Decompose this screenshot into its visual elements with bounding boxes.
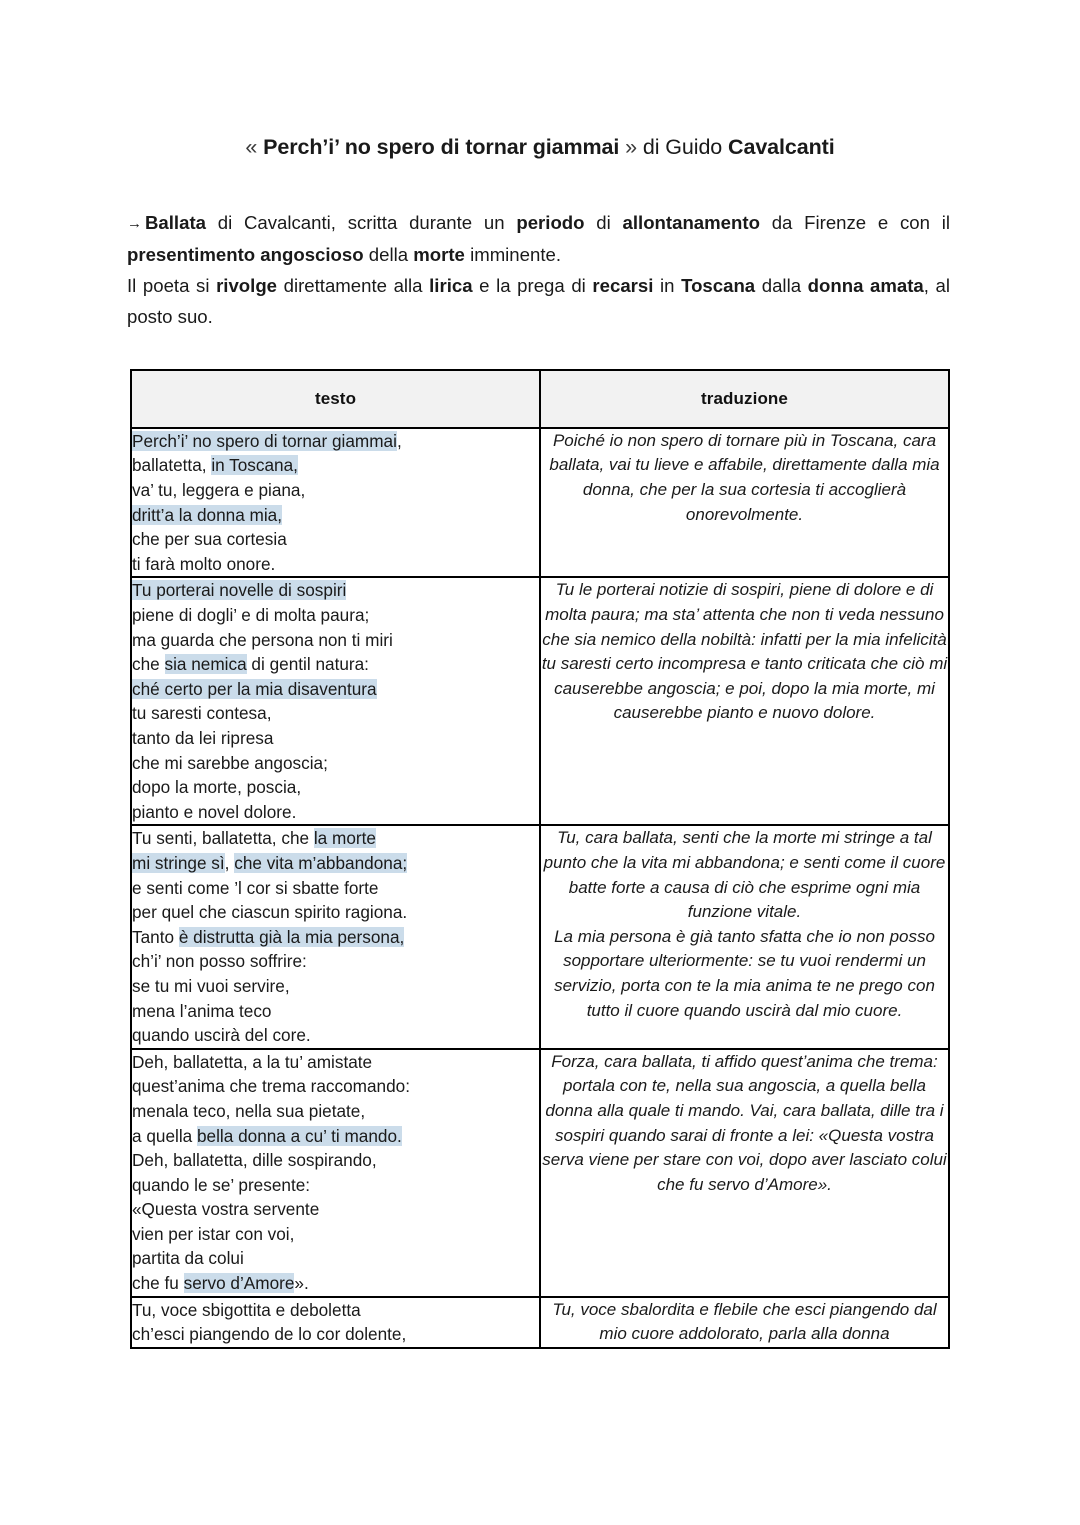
intro-text: direttamente alla bbox=[277, 274, 430, 296]
translation-paragraph: Poiché io non spero di tornare più in Toscana, cara ballata, vai tu lieve e affabile, direttamente dalla mia donna, che per la sua cortesia ti accoglierà onorevolmente. bbox=[549, 430, 940, 524]
poem-line bbox=[132, 453, 539, 478]
intro-emphasis: morte bbox=[413, 243, 465, 265]
poem-text: per quel che ciascun spirito ragiona. bbox=[132, 902, 408, 923]
highlighted-text: bella donna a cu’ ti mando. bbox=[196, 1125, 402, 1146]
poem-text: menala teco, nella sua pietate, bbox=[132, 1100, 366, 1121]
intro-emphasis: donna amata bbox=[807, 274, 924, 296]
poem-line bbox=[132, 1074, 539, 1099]
poem-line bbox=[132, 726, 539, 751]
poem-line bbox=[132, 1322, 539, 1347]
intro-emphasis: Toscana bbox=[681, 274, 756, 296]
translation-paragraph: Forza, cara ballata, ti affido quest’anima che trema: portala con te, nella sua angoscia, a quella bella donna alla quale ti mando. Vai, cara ballata, dille tra i sospiri quando sarai di fronte a lei: «Questa vostra serva viene per stare con voi, dopo aver lasciato colui che fu servo d’Amore». bbox=[542, 1051, 947, 1194]
poem-line bbox=[132, 775, 539, 800]
poem-text: Tanto bbox=[132, 926, 179, 947]
intro-emphasis: recarsi bbox=[592, 274, 654, 296]
poem-text: «Questa vostra servente bbox=[132, 1199, 320, 1220]
poem-line bbox=[132, 677, 539, 702]
poem-text: pianto e novel dolore. bbox=[132, 801, 297, 822]
poem-line bbox=[132, 999, 539, 1024]
poem-table-wrapper bbox=[0, 332, 1080, 1349]
poem-text: che per sua cortesia bbox=[132, 529, 287, 550]
table-row bbox=[131, 825, 949, 1048]
poem-text: Deh, ballatetta, a la tu’ amistate bbox=[132, 1051, 373, 1072]
poem-line bbox=[132, 478, 539, 503]
intro-text: in bbox=[653, 274, 682, 296]
intro-emphasis: rivolge bbox=[216, 274, 278, 296]
poem-line bbox=[132, 1298, 539, 1323]
table-row bbox=[131, 577, 949, 825]
poem-line bbox=[132, 552, 539, 577]
poem-text: ch’i’ non posso soffrire: bbox=[132, 951, 307, 972]
highlighted-text: dritt’a la donna mia, bbox=[132, 504, 282, 525]
poem-text: a quella bbox=[132, 1125, 197, 1146]
poem-text: ma guarda che persona non ti miri bbox=[132, 629, 393, 650]
cell-testo bbox=[131, 428, 540, 578]
poem-text: , bbox=[396, 430, 402, 451]
intro-emphasis: lirica bbox=[429, 274, 473, 296]
highlighted-text: servo d’Amore bbox=[183, 1273, 295, 1294]
title-close-guillemet: » bbox=[625, 135, 637, 159]
cell-testo bbox=[131, 1049, 540, 1297]
intro-paragraph-2 bbox=[127, 270, 950, 332]
title-poem-name: Perch’i’ no spero di tornar giammai bbox=[263, 135, 620, 159]
poem-text: quando le se’ presente: bbox=[132, 1174, 311, 1195]
highlighted-text: Perch’i’ no spero di tornar giammai bbox=[132, 430, 397, 451]
cell-traduzione bbox=[540, 1049, 949, 1297]
poem-line bbox=[132, 1099, 539, 1124]
poem-line bbox=[132, 1271, 539, 1296]
poem-text: che bbox=[132, 654, 165, 675]
poem-line bbox=[132, 578, 539, 603]
translation-paragraph: Tu, voce sbalordita e flebile che esci piangendo dal mio cuore addolorato, parla alla donna bbox=[552, 1299, 937, 1344]
column-header-testo: testo bbox=[131, 370, 540, 428]
cell-traduzione bbox=[540, 825, 949, 1048]
title-attribution: di Guido bbox=[637, 135, 729, 159]
poem-line bbox=[132, 1023, 539, 1048]
poem-line bbox=[132, 1197, 539, 1222]
poem-line bbox=[132, 628, 539, 653]
poem-text: dopo la morte, poscia, bbox=[132, 777, 302, 798]
cell-traduzione bbox=[540, 428, 949, 578]
poem-line bbox=[132, 800, 539, 825]
poem-text: , bbox=[224, 852, 235, 873]
poem-line bbox=[132, 1173, 539, 1198]
table-row bbox=[131, 1297, 949, 1348]
poem-line bbox=[132, 826, 539, 851]
poem-text: e senti come ’l cor si sbatte forte bbox=[132, 877, 379, 898]
poem-line bbox=[132, 900, 539, 925]
poem-text: mena l’anima teco bbox=[132, 1000, 272, 1021]
poem-line bbox=[132, 1148, 539, 1173]
poem-line bbox=[132, 751, 539, 776]
poem-text: piene di dogli’ e di molta paura; bbox=[132, 605, 370, 626]
poem-text: va’ tu, leggera e piana, bbox=[132, 480, 306, 501]
poem-line bbox=[132, 851, 539, 876]
highlighted-text: sia nemica bbox=[164, 654, 247, 675]
title-open-guillemet: « bbox=[245, 135, 258, 159]
cell-testo bbox=[131, 1297, 540, 1348]
poem-line bbox=[132, 603, 539, 628]
poem-line bbox=[132, 949, 539, 974]
poem-text: Tu, voce sbigottita e deboletta bbox=[132, 1299, 361, 1320]
highlighted-text: la morte bbox=[313, 828, 376, 849]
highlighted-text: è distrutta già la mia persona, bbox=[178, 926, 405, 947]
intro-emphasis: presentimento angoscioso bbox=[127, 243, 364, 265]
poem-text: tanto da lei ripresa bbox=[132, 728, 274, 748]
title-author: Cavalcanti bbox=[728, 135, 835, 159]
intro-emphasis: Ballata bbox=[145, 211, 206, 233]
poem-line bbox=[132, 925, 539, 950]
intro-text: da Firenze e con il bbox=[759, 211, 951, 233]
poem-line bbox=[132, 1050, 539, 1075]
poem-text: Deh, ballatetta, dille sospirando, bbox=[132, 1150, 377, 1171]
intro-text: imminente. bbox=[464, 243, 562, 265]
poem-text: di gentil natura: bbox=[246, 654, 369, 675]
poem-line bbox=[132, 429, 539, 454]
intro-emphasis: allontanamento bbox=[622, 211, 760, 233]
table-head bbox=[131, 370, 949, 428]
poem-table bbox=[130, 369, 950, 1349]
poem-text: quando uscirà del core. bbox=[132, 1025, 311, 1046]
translation-paragraph: La mia persona è già tanto sfatta che io non posso sopportare ulteriormente: se tu vuoi rendermi un servizio, porta con te la mia anima te ne prego con tutto il cuore quando uscirà dal mio cuore. bbox=[554, 926, 935, 1020]
highlighted-text: che vita m’abbandona; bbox=[234, 852, 408, 873]
intro-text: , al posto suo. bbox=[127, 274, 951, 327]
poem-line bbox=[132, 876, 539, 901]
poem-text: ti farà molto onore. bbox=[132, 553, 276, 574]
poem-line bbox=[132, 974, 539, 999]
poem-line bbox=[132, 1246, 539, 1271]
highlighted-text: in Toscana, bbox=[211, 455, 298, 476]
intro-text: dalla bbox=[755, 274, 808, 296]
cell-traduzione bbox=[540, 1297, 949, 1348]
poem-text: partita da colui bbox=[132, 1248, 244, 1269]
cell-traduzione bbox=[540, 577, 949, 825]
poem-text: che fu bbox=[132, 1273, 184, 1294]
intro-text: della bbox=[363, 243, 414, 265]
intro-emphasis: periodo bbox=[516, 211, 585, 233]
poem-text: ballatetta, bbox=[132, 455, 212, 476]
highlighted-text: Tu porterai novelle di sospiri bbox=[132, 580, 347, 601]
intro-text: e la prega di bbox=[472, 274, 593, 296]
poem-text: Tu senti, ballatetta, che bbox=[132, 828, 314, 849]
poem-line bbox=[132, 701, 539, 726]
highlighted-text: mi stringe sì bbox=[132, 852, 225, 873]
poem-text: se tu mi vuoi servire, bbox=[132, 975, 290, 996]
column-header-traduzione: traduzione bbox=[540, 370, 949, 428]
cell-testo bbox=[131, 825, 540, 1048]
page-title bbox=[0, 0, 1080, 161]
table-body bbox=[131, 428, 949, 1348]
table-row bbox=[131, 1049, 949, 1297]
poem-text: che mi sarebbe angoscia; bbox=[132, 752, 328, 773]
poem-text: ch’esci piangendo de lo cor dolente, bbox=[132, 1324, 407, 1345]
translation-paragraph: Tu le porterai notizie di sospiri, piene di dolore e di molta paura; ma sta’ attenta che non ti veda nessuno che sia nemico della nobiltà: infatti per la mia infelicità tu saresti certo incompresa e tanto criticata che ciò mi causerebbe angoscia; e poi, dopo la mia morte, mi causerebbe pianto e nuovo dolore. bbox=[541, 580, 948, 723]
poem-text: ». bbox=[294, 1273, 309, 1294]
poem-line bbox=[132, 503, 539, 528]
table-header-row bbox=[131, 370, 949, 428]
poem-text: tu saresti contesa, bbox=[132, 703, 272, 724]
intro-rich-1 bbox=[127, 212, 950, 265]
table-row bbox=[131, 428, 949, 578]
intro-block bbox=[0, 161, 1080, 332]
poem-line bbox=[132, 1222, 539, 1247]
intro-rich-2 bbox=[127, 275, 950, 327]
poem-line bbox=[132, 527, 539, 552]
intro-text: di Cavalcanti, scritta durante un bbox=[205, 211, 517, 233]
translation-paragraph: Tu, cara ballata, senti che la morte mi stringe a tal punto che la vita mi abbandona; e senti come il cuore batte forte a causa di ciò che esprime ogni mia funzione vitale. bbox=[543, 828, 946, 922]
arrow-icon: → bbox=[127, 214, 142, 232]
intro-paragraph-1 bbox=[127, 207, 950, 270]
cell-testo bbox=[131, 577, 540, 825]
poem-line bbox=[132, 1124, 539, 1149]
intro-text: Il poeta si bbox=[127, 274, 217, 296]
poem-text: quest’anima che trema raccomando: bbox=[132, 1076, 411, 1097]
poem-line bbox=[132, 652, 539, 677]
highlighted-text: ché certo per la mia disaventura bbox=[132, 678, 377, 699]
intro-text: di bbox=[584, 211, 623, 233]
poem-text: vien per istar con voi, bbox=[132, 1223, 295, 1244]
